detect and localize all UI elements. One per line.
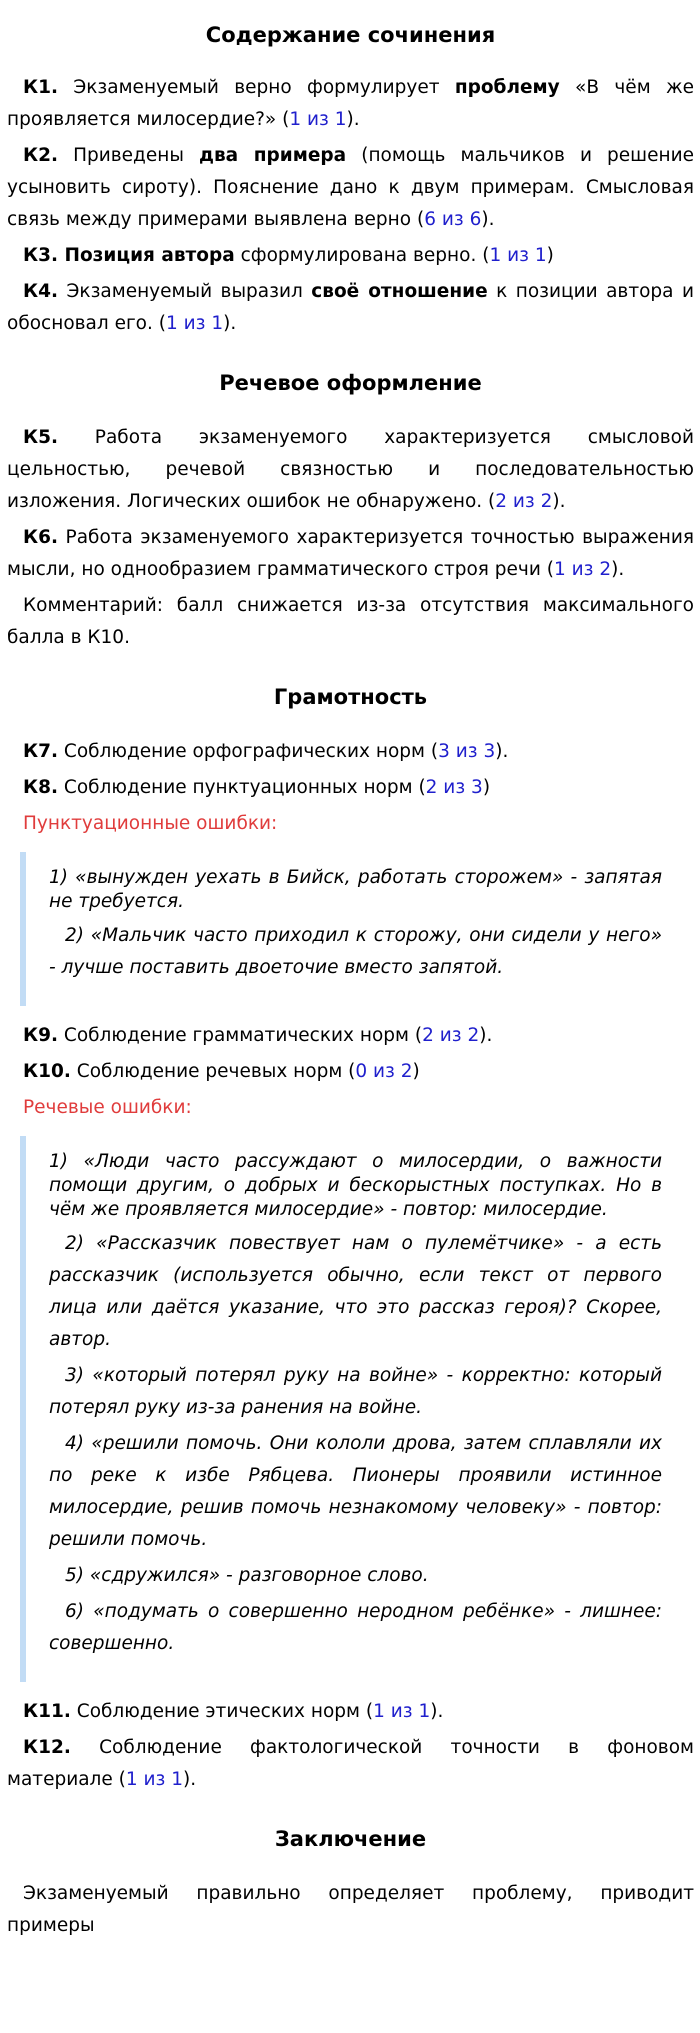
- criterion-k5: К5. Работа экзаменуемого характеризуется смысловой цельностью, речевой связностью и последовательностью изложения. Логических ошибок не обнаружено. (2 из 2).: [7, 427, 694, 512]
- comment-text: Комментарий: балл снижается из-за отсутствия максимального балла в К10.: [7, 595, 694, 648]
- score-value: 1 из 1: [489, 245, 547, 266]
- error-item: 1) «вынужден уехать в Бийск, работать сторожем» - запятая не требуется.: [49, 867, 662, 912]
- punctuation-errors-quote: [20, 852, 694, 1006]
- score-value: 2 из 3: [425, 777, 483, 798]
- error-item: 2) «Рассказчик повествует нам о пулемётчике» - а есть рассказчик (используется обычно, если текст от первого лица или даётся указание, что это рассказ героя)? Скорее, автор.: [49, 1233, 662, 1350]
- criterion-k10: К10. Соблюдение речевых норм (0 из 2): [23, 1061, 420, 1082]
- speech-errors-label: Речевые ошибки:: [23, 1097, 192, 1118]
- criterion-k9: К9. Соблюдение грамматических норм (2 из 2).: [23, 1025, 493, 1046]
- criterion-key: К9.: [23, 1025, 59, 1046]
- criterion-key: К7.: [23, 741, 59, 762]
- error-item: 2) «Мальчик часто приходил к сторожу, они сидели у него» - лучше поставить двоеточие вместо запятой.: [49, 925, 662, 978]
- criterion-key: К10.: [23, 1061, 71, 1082]
- criterion-key: К1.: [23, 77, 59, 98]
- criterion-k4: К4. Экзаменуемый выразил своё отношение к позиции автора и обосновал его. (1 из 1).: [7, 281, 694, 334]
- error-item: 6) «подумать о совершенно неродном ребёнке» - лишнее: совершенно.: [49, 1601, 662, 1654]
- score-value: 1 из 2: [554, 559, 612, 580]
- criterion-key: К11.: [23, 1701, 71, 1722]
- error-item: 1) «Люди часто рассуждают о милосердии, о важности помощи другим, о добрых и бескорыстных поступках. Но в чём же проявляется милосердие» - повтор: милосердие.: [49, 1151, 662, 1220]
- score-value: 6 из 6: [424, 209, 482, 230]
- criterion-key: К3. Позиция автора: [23, 245, 235, 266]
- essay-review: [0, 20, 700, 1942]
- criterion-key: К12.: [23, 1737, 71, 1758]
- score-value: 0 из 2: [355, 1061, 413, 1082]
- criterion-key: К4.: [23, 281, 59, 302]
- criterion-k2: К2. Приведены два примера (помощь мальчиков и решение усыновить сироту). Пояснение дано к двум примерам. Смысловая связь между примерами выявлена верно (6 из 6).: [7, 145, 694, 230]
- score-value: 1 из 1: [289, 109, 347, 130]
- speech-errors-quote: [20, 1136, 694, 1682]
- criterion-key: К6.: [23, 527, 59, 548]
- criterion-key: К5.: [23, 427, 59, 448]
- section-title-content: Содержание сочинения: [205, 23, 496, 47]
- error-item: 4) «решили помочь. Они кололи дрова, затем сплавляли их по реке к избе Рябцева. Пионеры проявили истинное милосердие, решив помочь незнакомому человеку» - повтор: решили помочь.: [49, 1433, 662, 1550]
- criterion-k11: К11. Соблюдение этических норм (1 из 1).: [23, 1701, 444, 1722]
- criterion-k1: К1. Экзаменуемый верно формулирует проблему «В чём же проявляется милосердие?» (1 из 1).: [7, 77, 695, 130]
- criterion-k12: К12. Соблюдение фактологической точности в фоновом материале (1 из 1).: [7, 1737, 694, 1790]
- score-value: 1 из 1: [373, 1701, 431, 1722]
- score-value: 1 из 1: [165, 313, 224, 334]
- score-value: 1 из 1: [125, 1769, 184, 1790]
- score-value: 3 из 3: [438, 741, 496, 762]
- criterion-k3: К3. Позиция автора сформулирована верно. (1 из 1): [23, 245, 554, 266]
- criterion-key: К2.: [23, 145, 59, 166]
- criterion-key: К8.: [23, 777, 59, 798]
- criterion-k8: К8. Соблюдение пунктуационных норм (2 из 3): [23, 777, 491, 798]
- criterion-k7: К7. Соблюдение орфографических норм (3 из 3).: [23, 741, 509, 762]
- score-value: 2 из 2: [495, 491, 553, 512]
- error-item: 3) «который потерял руку на войне» - корректно: который потерял руку из-за ранения на войне.: [49, 1365, 662, 1418]
- criterion-k6: К6. Работа экзаменуемого характеризуется точностью выражения мысли, но однообразием грамматического строя речи (1 из 2).: [7, 527, 694, 580]
- conclusion-text: Экзаменуемый правильно определяет проблему, приводит примеры: [7, 1883, 694, 1936]
- section-title-speech: Речевое оформление: [219, 371, 482, 395]
- section-title-literacy: Грамотность: [273, 685, 428, 709]
- error-item: 5) «сдружился» - разговорное слово.: [65, 1565, 429, 1586]
- section-title-conclusion: Заключение: [274, 1827, 427, 1851]
- score-value: 2 из 2: [422, 1025, 480, 1046]
- punctuation-errors-label: Пунктуационные ошибки:: [23, 813, 278, 834]
